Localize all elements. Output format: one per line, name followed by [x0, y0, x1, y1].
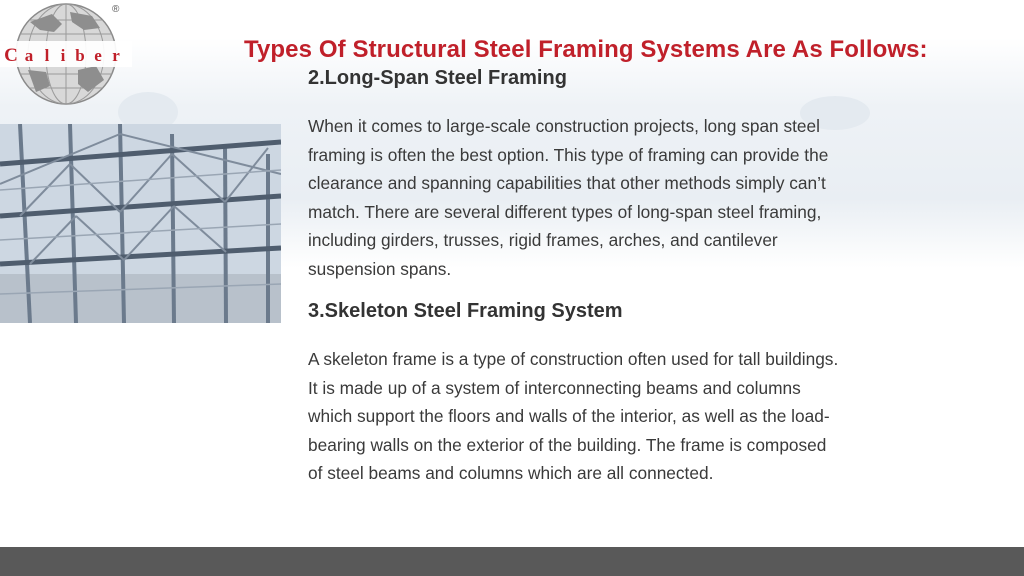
caliber-logo[interactable] [0, 0, 132, 110]
paragraph-line: bearing walls on the exterior of the building. The frame is composed [308, 434, 827, 455]
paragraph-line: A skeleton frame is a type of construction often used for tall buildings. [308, 349, 839, 369]
paragraph-line: which support the floors and walls of the interior, as well as the load- [308, 406, 830, 427]
registered-mark: ® [112, 4, 120, 15]
section-heading-skeleton: 3.Skeleton Steel Framing System [308, 300, 623, 322]
section-heading-long-span: 2.Long-Span Steel Framing [308, 67, 567, 89]
paragraph-line: including girders, trusses, rigid frames, arches, and cantilever [308, 230, 778, 251]
steel-frame-photo [0, 124, 281, 323]
logo-letter: C [4, 45, 18, 66]
footer-bar [0, 547, 1024, 576]
paragraph-line: When it comes to large-scale construction projects, long span steel [308, 116, 820, 136]
section-paragraph-skeleton [308, 345, 948, 488]
paragraph-line: of steel beams and columns which are all connected. [308, 463, 714, 484]
logo-letter: r [112, 46, 120, 65]
paragraph-line: suspension spans. [308, 258, 452, 279]
page-title: Types Of Structural Steel Framing Systems Are As Follows: [244, 36, 928, 63]
logo-letter: i [60, 46, 66, 65]
logo-letter: l [44, 46, 50, 65]
logo-letter: b [75, 46, 85, 65]
globe-icon [0, 0, 132, 110]
paragraph-line: It is made up of a system of interconnecting beams and columns [308, 377, 801, 398]
steel-frame-photo-icon [0, 124, 281, 323]
paragraph-line: framing is often the best option. This type of framing can provide the [308, 144, 829, 165]
paragraph-line: match. There are several different types of long-span steel framing, [308, 201, 822, 222]
logo-letter: a [24, 46, 34, 65]
section-paragraph-long-span [308, 112, 948, 284]
logo-letter: e [94, 46, 102, 65]
paragraph-line: clearance and spanning capabilities that other methods simply can’t [308, 173, 826, 194]
